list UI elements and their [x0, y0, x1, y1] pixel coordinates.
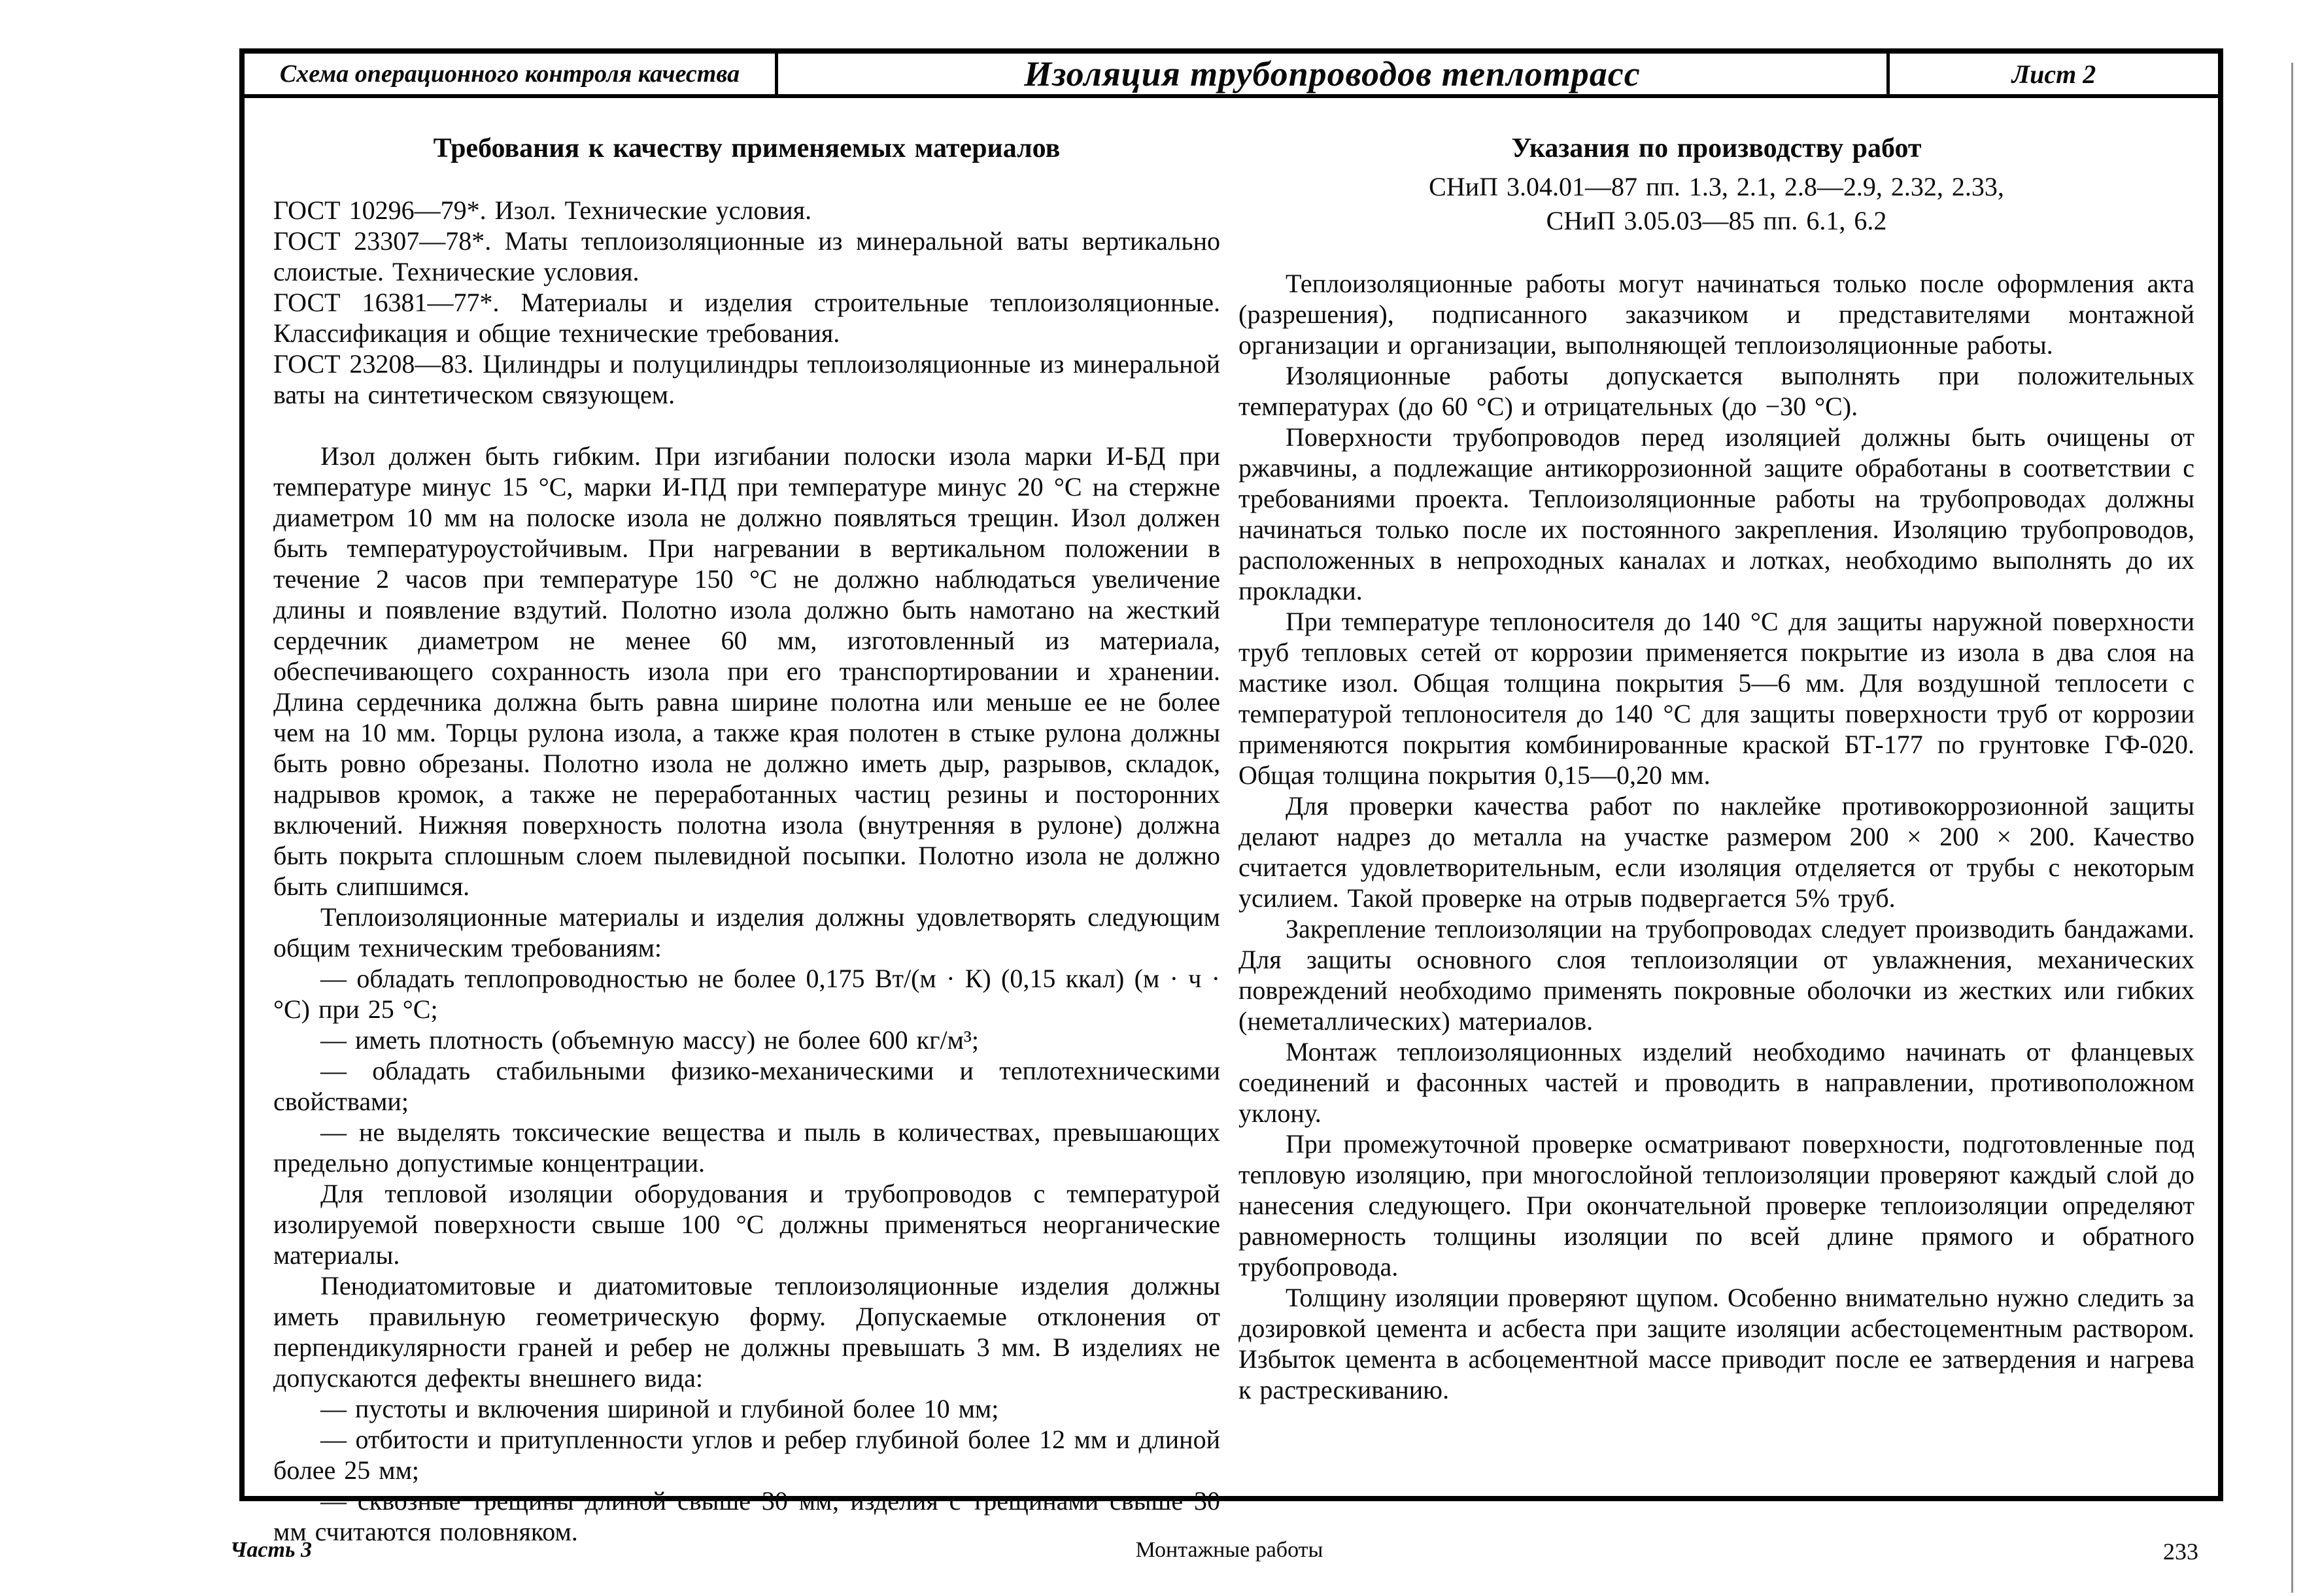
paragraph: — сквозные трещины длиной свыше 30 мм; изделия с трещинами свыше 30 мм считаются половняком. [273, 1486, 1220, 1546]
scan-edge-artifact [2291, 63, 2293, 1593]
paragraph: — не выделять токсические вещества и пыль в количествах, превышающих предельно допустимые концентрации. [273, 1117, 1220, 1178]
paragraph: Теплоизоляционные работы могут начинаться только после оформления акта (разрешения), подписанного заказчиком и представителями монтажной организации и организации, выполняющей теплоизоляционные работы. [1238, 269, 2194, 360]
header-cell-left: Схема операционного контроля качества [245, 54, 778, 94]
paragraph: Теплоизоляционные материалы и изделия должны удовлетворять следующим общим техническим требованиям: [273, 902, 1220, 962]
header-cell-right: Лист 2 [2011, 59, 2096, 89]
snip-reference-line: СНиП 3.05.03—85 пп. 6.1, 6.2 [1546, 206, 1887, 235]
footer-section-label: Монтажные работы [1135, 1538, 1323, 1562]
paragraph: — обладать стабильными физико-механическими и теплотехническими свойствами; [273, 1056, 1220, 1116]
paragraph: — отбитости и притупленности углов и ребер глубиной более 12 мм и длиной более 25 мм; [273, 1425, 1220, 1485]
left-column [273, 132, 1220, 1547]
footer-part-label: Часть 3 [230, 1538, 313, 1562]
paragraph: Пенодиатомитовые и диатомитовые теплоизоляционные изделия должны иметь правильную геометрическую форму. Допускаемые отклонения от перпендикулярности граней и ребер не должны превышать 3 мм. В изделиях не допускаются дефекты внешнего вида: [273, 1271, 1220, 1393]
paragraph: При промежуточной проверке осматривают поверхности, подготовленные под тепловую изоляцию, при многослойной теплоизоляции проверяют каждый слой до нанесения следующего. При окончательной проверке теплоизоляции определяют равномерность толщины изоляции по всей длине прямого и обратного трубопровода. [1238, 1129, 2194, 1282]
paragraph: Толщину изоляции проверяют щупом. Особенно внимательно нужно следить за дозировкой цемента и асбеста при защите изоляции асбестоцементным раствором. Избыток цемента в асбоцементной массе приводит после ее затвердения и нагрева к растрескиванию. [1238, 1283, 2194, 1404]
paragraph: Для проверки качества работ по наклейке противокоррозионной защиты делают надрез до металла на участке размером 200 × 200 × 200. Качество считается удовлетворительным, если изоляция отделяется от трубы с некоторым усилием. Такой проверке на отрыв подвергается 5% труб. [1238, 791, 2194, 913]
snip-reference-line: СНиП 3.04.01—87 пп. 1.3, 2.1, 2.8—2.9, 2.32, 2.33, [1429, 172, 2004, 201]
page-footer [0, 1538, 2303, 1577]
snip-references [1238, 170, 2194, 238]
paragraph: Изол должен быть гибким. При изгибании полоски изола марки И-БД при температуре минус 15 °С, марки И-ПД при температуре минус 20 °С на стержне диаметром 10 мм на полоске изола не должно появляться трещин. Изол должен быть температуроустойчивым. При нагревании в вертикальном положении в течение 2 часов при температуре 150 °С не должно наблюдаться увеличение длины и появление вздутий. Полотно изола должно быть намотано на жесткий сердечник диаметром не менее 60 мм, изготовленный из материала, обеспечивающего сохранность изола при его транспортировании и хранении. Длина сердечника должна быть равна ширине полотна или меньше ее не более чем на 10 мм. Торцы рулона изола, а также края полотен в стыке рулона должны быть ровно обрезаны. Полотно изола не должно иметь дыр, разрывов, складок, надрывов кромок, а также не переработанных частиц резины и посторонних включений. Нижняя поверхность полотна изола (внутренняя в рулоне) должна быть покрыта сплошным слоем пылевидной посыпки. Полотно изола не должно быть слипшимся. [273, 441, 1220, 901]
paragraph: При температуре теплоносителя до 140 °С для защиты наружной поверхности труб тепловых сетей от коррозии применяется покрытие из изола в два слоя на мастике изол. Общая толщина покрытия 5—6 мм. Для воздушной теплосети с температурой теплоносителя до 140 °С для защиты поверхности труб от коррозии применяются покрытия комбинированные краской БТ-177 по грунтовке ГФ-020. Общая толщина покрытия 0,15—0,20 мм. [1238, 607, 2194, 790]
paragraph: — обладать теплопроводностью не более 0,175 Вт/(м · К) (0,15 ккал) (м · ч · °С) при 25 °С; [273, 964, 1220, 1024]
paragraph: ГОСТ 23208—83. Цилиндры и полуцилиндры теплоизоляционные из минеральной ваты на синтетическом связующем. [273, 349, 1220, 409]
right-column [1238, 132, 2194, 1547]
left-column-title: Требования к качеству применяемых материалов [433, 133, 1061, 163]
footer-page-number: 233 [2163, 1538, 2198, 1565]
paragraph: ГОСТ 10296—79*. Изол. Технические условия. [273, 195, 812, 225]
paragraph: Поверхности трубопроводов перед изоляцией должны быть очищены от ржавчины, а подлежащие антикоррозионной защите обработаны в соответствии с требованиями проекта. Теплоизоляционные работы на трубопроводах должны начинаться только после их постоянного закрепления. Изоляцию трубопроводов, расположенных в непроходных каналах и лотках, необходимо выполнять до их прокладки. [1238, 422, 2194, 605]
body-columns [245, 98, 2218, 1547]
header-cell-center: Изоляция трубопроводов теплотрасс [778, 54, 1890, 94]
paragraph: Монтаж теплоизоляционных изделий необходимо начинать от фланцевых соединений и фасонных частей и проводить в направлении, противоположном уклону. [1238, 1037, 2194, 1128]
paragraph: ГОСТ 16381—77*. Материалы и изделия строительные теплоизоляционные. Классификация и общие технические требования. [273, 288, 1220, 348]
paragraph: — пустоты и включения шириной и глубиной более 10 мм; [320, 1394, 999, 1423]
right-column-title: Указания по производству работ [1511, 133, 1922, 163]
paragraph: Закрепление теплоизоляции на трубопроводах следует производить бандажами. Для защиты основного слоя теплоизоляции от увлажнения, механических повреждений необходимо применять покровные оболочки из жестких или гибких (неметаллических) материалов. [1238, 914, 2194, 1036]
header-table [245, 54, 2218, 98]
paragraph: Для тепловой изоляции оборудования и трубопроводов с температурой изолируемой поверхности свыше 100 °С должны применяться неорганические материалы. [273, 1179, 1220, 1270]
paragraph: ГОСТ 23307—78*. Маты теплоизоляционные из минеральной ваты вертикально слоистые. Технические условия. [273, 226, 1220, 286]
paragraph: Изоляционные работы допускается выполнять при положительных температурах (до 60 °С) и отрицательных (до −30 °С). [1238, 361, 2194, 421]
paragraph: — иметь плотность (объемную массу) не более 600 кг/м³; [320, 1025, 980, 1055]
page-frame [239, 48, 2223, 1546]
